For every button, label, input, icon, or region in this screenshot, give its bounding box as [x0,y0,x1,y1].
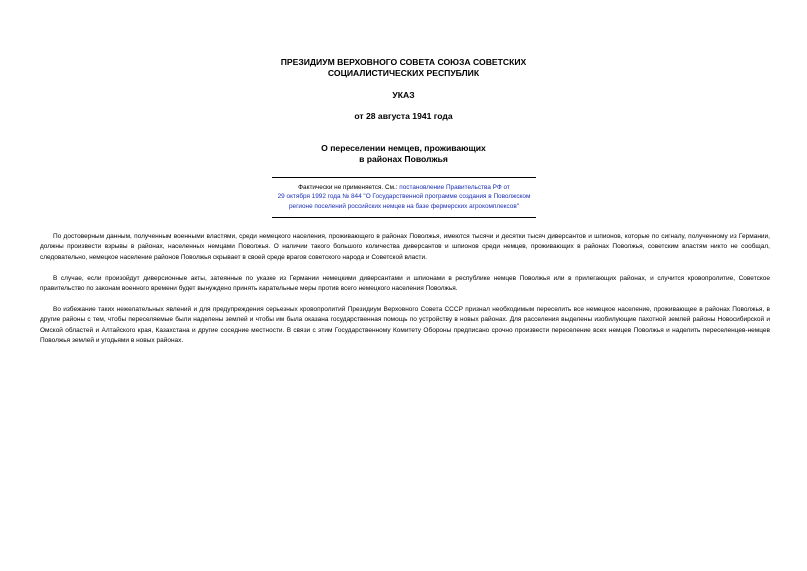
document-title-line-1: О переселении немцев, проживающих [321,143,486,153]
note-bottom-divider [272,217,536,218]
document-title [0,143,807,165]
status-note-line-2 [250,192,558,201]
paragraph-1 [40,232,770,263]
issuer-heading [0,57,807,79]
paragraph-text: Во избежание таких нежелательных явлений и для предупреждения серьезных кровопролитий Президиум Верховного Совета СССР признал необходимым переселить все немецкое население, проживающее в районах Поволжья, в другие районы с тем, чтобы переселяемые были наделены землей и чтобы им была оказана государственная помощь по устройству в новых районах. Для расселения выделены изобилующие пахотной землей районы Новосибирской и Омской областей и Алтайского края, Казахстана и другие соседние местности. В связи с этим Государственному Комитету Обороны предписано срочно произвести переселение всех немцев Поволжья и наделить переселенцев-немцев Поволжья землей и угодьями в новых районах. [40,306,770,345]
document-title-line-2: в районах Поволжья [359,154,448,164]
document-type: УКАЗ [392,90,415,100]
issuer-heading-line-1: ПРЕЗИДИУМ ВЕРХОВНОГО СОВЕТА СОЮЗА СОВЕТСКИХ [280,57,527,67]
resolution-link-part-2[interactable]: 29 октября 1992 года № 844 "О Государственной программе создания в Поволжском [277,193,531,201]
status-note-prefix: Фактически не применяется. См.: [298,184,400,191]
note-top-divider [272,177,536,178]
paragraph-text: По достоверным данным, полученным военными властями, среди немецкого населения, проживающего в районах Поволжья, имеются тысячи и десятки тысяч диверсантов и шпионов, которые по сигналу, полученному из Германии, должны произвести взрывы в районах, населенных немцами Поволжья. О наличии такого большого количества диверсантов и шпионов среди немцев, проживающих в районах Поволжья, советским властям никто не сообщал, следовательно, немецкое население районов Поволжья скрывает в своей среде врагов советского народа и Советской власти. [40,233,770,261]
status-note [250,183,558,211]
issuer-heading-line-2: СОЦИАЛИСТИЧЕСКИХ РЕСПУБЛИК [327,68,480,78]
paragraph-text: В случае, если произойдут диверсионные акты, затеянные по указке из Германии немецкими диверсантами и шпионами в республике немцев Поволжья или в прилегающих районах, и случится кровопролитие, Советское правительство по законам военного времени будет вынуждено принять карательные меры против всего немецкого населения Поволжья. [40,275,770,293]
paragraph-3 [40,305,770,347]
paragraph-2 [40,274,770,295]
status-note-line-3 [250,202,558,211]
document-date: от 28 августа 1941 года [354,111,453,121]
status-note-line-1 [250,183,558,192]
resolution-link-part-1[interactable]: постановление Правительства РФ от [399,184,510,191]
resolution-link-part-3[interactable]: регионе поселений российских немцев на базе фермерских агрокомплексов" [288,202,519,210]
